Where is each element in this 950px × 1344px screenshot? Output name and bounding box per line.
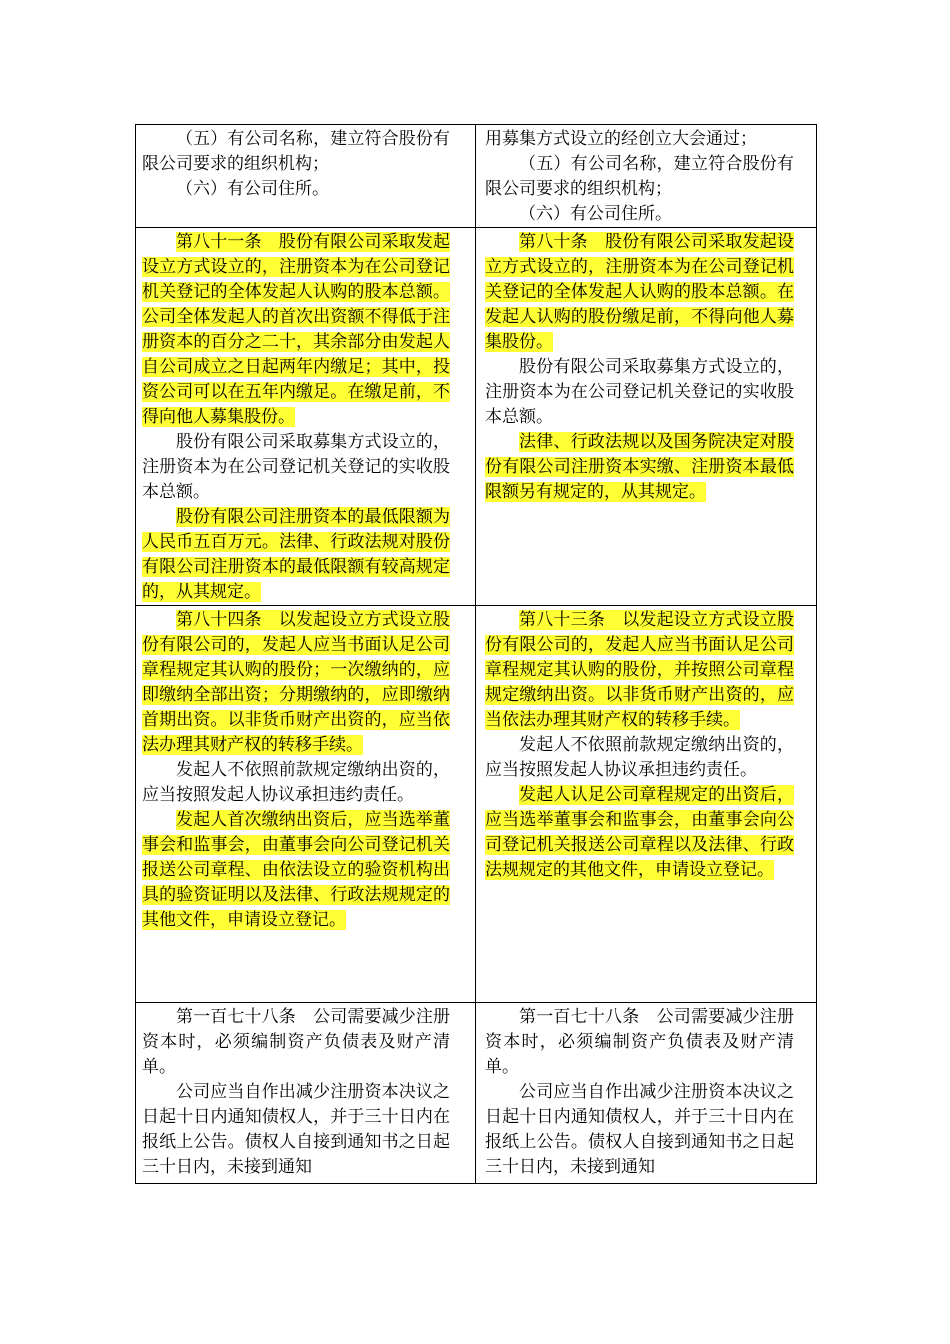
new-text-cell xyxy=(476,125,817,228)
clause-paragraph: （五）有公司名称，建立符合股份有限公司要求的组织机构； xyxy=(142,129,450,174)
cell-content xyxy=(142,1005,450,1181)
clause-paragraph: （六）有公司住所。 xyxy=(176,179,329,199)
clause-paragraph xyxy=(485,783,794,883)
comparison-table xyxy=(135,124,817,1184)
old-text-cell xyxy=(136,125,476,228)
clause-paragraph: 公司应当自作出减少注册资本决议之日起十日内通知债权人，并于三十日内在报纸上公告。债权人自接到通知书之日起三十日内，未接到通知 xyxy=(485,1082,794,1177)
old-text-cell xyxy=(136,228,476,606)
document-page xyxy=(135,124,816,1201)
highlighted-text: 发起人首次缴纳出资后，应当选举董事会和监事会，由董事会向公司登记机关报送公司章程、由依法设立的验资机构出具的验资证明以及法律、行政法规规定的其他文件，申请设立登记。 xyxy=(142,810,450,930)
old-text-cell xyxy=(136,1003,476,1184)
clause-paragraph xyxy=(142,608,450,758)
table-row xyxy=(136,1003,817,1184)
clause-paragraph: 股份有限公司采取募集方式设立的，注册资本为在公司登记机关登记的实收股本总额。 xyxy=(485,357,794,427)
clause-paragraph xyxy=(142,230,450,430)
clause-paragraph: 股份有限公司采取募集方式设立的，注册资本为在公司登记机关登记的实收股本总额。 xyxy=(142,432,450,502)
table-row xyxy=(136,606,817,1003)
clause-paragraph: （五）有公司名称，建立符合股份有限公司要求的组织机构； xyxy=(485,154,794,199)
cell-content xyxy=(485,1005,794,1181)
highlighted-text: 股份有限公司注册资本的最低限额为人民币五百万元。法律、行政法规对股份有限公司注册资本的最低限额有较高规定的，从其规定。 xyxy=(142,507,450,602)
clause-paragraph xyxy=(142,505,450,605)
table-row xyxy=(136,125,817,228)
new-text-cell xyxy=(476,606,817,1003)
highlighted-text: 发起人认足公司章程规定的出资后，应当选举董事会和监事会，由董事会向公司登记机关报送公司章程以及法律、行政法规规定的其他文件，申请设立登记。 xyxy=(485,785,794,880)
clause-paragraph: 用募集方式设立的经创立大会通过； xyxy=(485,129,757,149)
clause-paragraph xyxy=(142,808,450,933)
clause-paragraph xyxy=(485,430,794,505)
new-text-cell xyxy=(476,228,817,606)
clause-paragraph: （六）有公司住所。 xyxy=(519,204,672,224)
new-text-cell xyxy=(476,1003,817,1184)
clause-paragraph: 第一百七十八条 公司需要减少注册资本时，必须编制资产负债表及财产清单。 xyxy=(485,1007,794,1077)
clause-paragraph: 发起人不依照前款规定缴纳出资的，应当按照发起人协议承担违约责任。 xyxy=(142,760,450,805)
clause-paragraph xyxy=(485,230,794,355)
highlighted-text: 第八十一条 股份有限公司采取发起设立方式设立的，注册资本为在公司登记机关登记的全体发起人认购的股本总额。公司全体发起人的首次出资额不得低于注册资本的百分之二十，其余部分由发起人自公司成立之日起两年内缴足；其中，投资公司可以在五年内缴足。在缴足前，不得向他人募集股份。 xyxy=(142,232,450,427)
clause-paragraph: 公司应当自作出减少注册资本决议之日起十日内通知债权人，并于三十日内在报纸上公告。债权人自接到通知书之日起三十日内，未接到通知 xyxy=(142,1082,450,1177)
highlighted-text: 第八十条 股份有限公司采取发起设立方式设立的，注册资本为在公司登记机关登记的全体发起人认购的股本总额。在发起人认购的股份缴足前，不得向他人募集股份。 xyxy=(485,232,794,352)
table-row xyxy=(136,228,817,606)
clause-paragraph: 发起人不依照前款规定缴纳出资的，应当按照发起人协议承担违约责任。 xyxy=(485,735,794,780)
highlighted-text: 第八十四条 以发起设立方式设立股份有限公司的，发起人应当书面认足公司章程规定其认购的股份；一次缴纳的，应即缴纳全部出资；分期缴纳的，应即缴纳首期出资。以非货币财产出资的，应当依法办理其财产权的转移手续。 xyxy=(142,610,450,755)
clause-paragraph xyxy=(485,608,794,733)
highlighted-text: 第八十三条 以发起设立方式设立股份有限公司的，发起人应当书面认足公司章程规定其认购的股份，并按照公司章程规定缴纳出资。以非货币财产出资的，应当依法办理其财产权的转移手续。 xyxy=(485,610,794,730)
old-text-cell xyxy=(136,606,476,1003)
clause-paragraph: 第一百七十八条 公司需要减少注册资本时，必须编制资产负债表及财产清单。 xyxy=(142,1007,450,1077)
highlighted-text: 法律、行政法规以及国务院决定对股份有限公司注册资本实缴、注册资本最低限额另有规定的，从其规定。 xyxy=(485,432,794,502)
